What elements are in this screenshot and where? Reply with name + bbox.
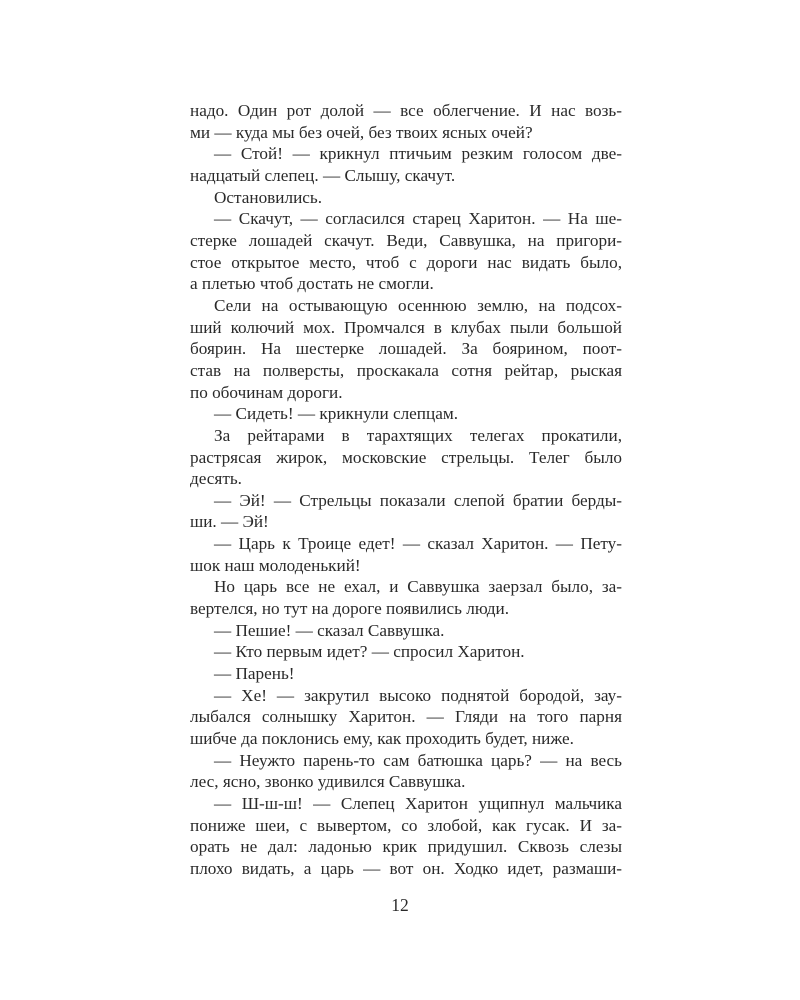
text-line: Но царь все не ехал, и Саввушка заерзал было, за- [214,577,622,597]
text-line: — Стой! — крикнул птичьим резким голосом две- [214,144,622,164]
text-line: ми — куда мы без очей, без твоих ясных очей? [190,122,533,142]
text-line: лес, ясно, звонко удивился Саввушка. [190,772,466,792]
text-line: плохо видать, а царь — вот он. Ходко идет, размаши- [190,858,622,878]
text-line: став на полверсты, проскакала сотня рейтар, рыская [190,360,622,380]
text-line: по обочинам дороги. [190,382,343,402]
text-line: — Пешие! — сказал Саввушка. [214,620,445,640]
body-text [190,100,622,880]
text-line: — Неужто парень-то сам батюшка царь? — на весь [214,750,622,770]
text-line: Сели на остывающую осеннюю землю, на подсох- [214,295,622,315]
text-line: стерке лошадей скачут. Веди, Саввушка, на пригори- [190,230,622,250]
text-line: вертелся, но тут на дороге появились люди. [190,599,510,619]
text-line: — Хе! — закрутил высоко поднятой бородой, зау- [214,685,622,705]
text-line: боярин. На шестерке лошадей. За боярином, поот- [190,339,622,359]
text-line: За рейтарами в тарахтящих телегах прокатили, [214,425,622,445]
text-line: Остановились. [214,187,323,207]
text-line: шок наш молоденький! [190,555,361,575]
text-line: — Кто первым идет? — спросил Харитон. [214,642,525,662]
text-line: — Ш-ш-ш! — Слепец Харитон ущипнул мальчика [214,794,622,813]
text-line: орать не дал: ладонью крик придушил. Сквозь слезы [190,837,622,857]
page-number: 12 [391,895,409,915]
text-line: — Парень! [214,664,295,684]
text-line: ши. — Эй! [190,512,269,532]
text-line: растрясая жирок, московские стрельцы. Телег было [190,447,622,467]
text-line: надцатый слепец. — Слышу, скачут. [190,165,456,185]
text-line: надо. Один рот долой — все облегчение. И нас возь- [190,101,622,120]
text-line: шибче да поклонись ему, как проходить будет, ниже. [190,729,574,749]
text-line: — Эй! — Стрельцы показали слепой братии берды- [214,490,622,510]
text-line: стое открытое место, чтоб с дороги нас видать было, [190,252,622,272]
text-line: лыбался солнышку Харитон. — Гляди на того парня [190,707,622,727]
text-line: десять. [190,469,242,489]
text-line: — Сидеть! — крикнули слепцам. [214,404,459,424]
text-line: — Скачут, — согласился старец Харитон. — На ше- [214,209,622,229]
text-line: пониже шеи, с вывертом, со злобой, как гусак. И за- [190,815,622,835]
text-line: — Царь к Троице едет! — сказал Харитон. — Пету- [214,534,622,554]
text-line: а плетью чтоб достать не смогли. [190,274,434,294]
text-line: ший колючий мох. Промчался в клубах пыли большой [190,317,622,337]
